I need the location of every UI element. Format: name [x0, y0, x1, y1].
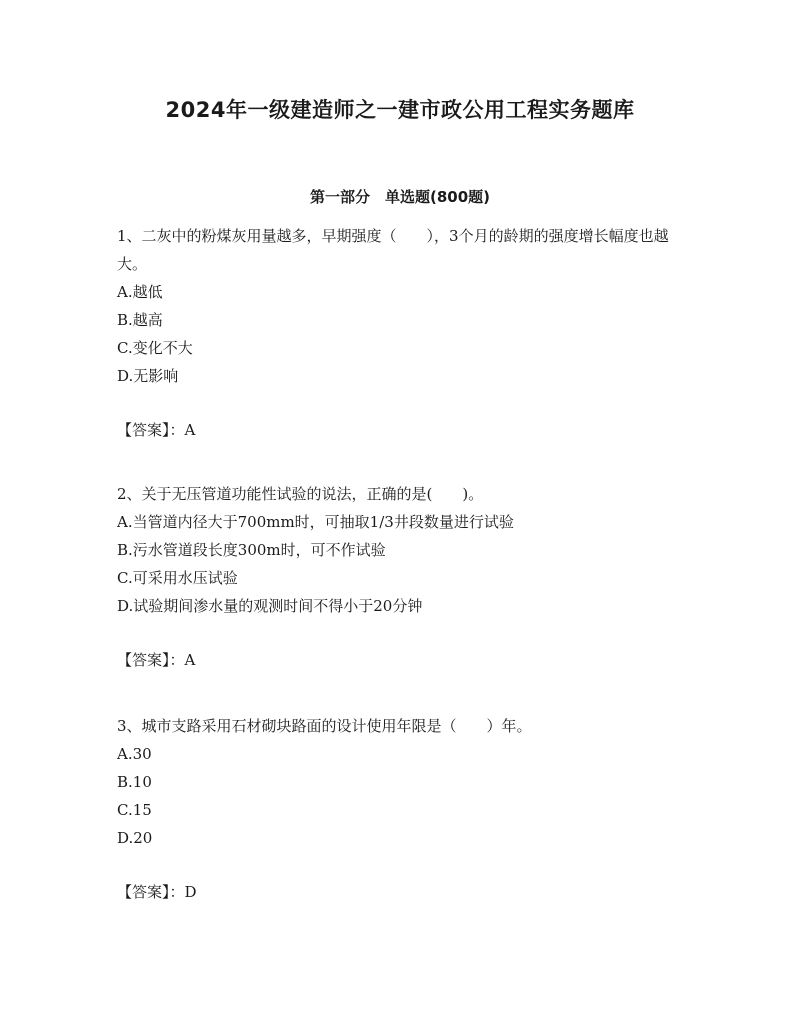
- option-b: B.越高: [117, 311, 163, 329]
- answer-value: A: [184, 421, 196, 439]
- option-a: A.当管道内径大于700mm时，可抽取1/3井段数量进行试验: [117, 513, 514, 531]
- question-2: [117, 480, 697, 674]
- option-b: B.污水管道段长度300m时，可不作试验: [117, 541, 386, 559]
- question-stem: 2、关于无压管道功能性试验的说法，正确的是( )。: [117, 485, 484, 503]
- answer-value: D: [184, 883, 197, 901]
- answer-label: 【答案】：: [117, 421, 185, 439]
- option-c: C.变化不大: [117, 339, 193, 357]
- option-d: D.试验期间渗水量的观测时间不得小于20分钟: [117, 597, 423, 615]
- question-3: [117, 712, 697, 906]
- answer-label: 【答案】：: [117, 651, 185, 669]
- answer-line: [117, 416, 697, 444]
- answer-line: [117, 646, 697, 674]
- answer-line: [117, 878, 697, 906]
- section-title: 第一部分 单选题(800题): [309, 188, 491, 206]
- option-c: C.可采用水压试验: [117, 569, 238, 587]
- page-title: 2024年一级建造师之一建市政公用工程实务题库: [165, 98, 635, 122]
- option-c: C.15: [117, 801, 152, 819]
- option-a: A.30: [117, 745, 152, 763]
- question-1: [117, 222, 697, 444]
- answer-value: A: [184, 651, 196, 669]
- answer-label: 【答案】：: [117, 883, 185, 901]
- option-a: A.越低: [117, 283, 163, 301]
- option-b: B.10: [117, 773, 152, 791]
- question-stem: 1、二灰中的粉煤灰用量越多，早期强度（ ），3个月的龄期的强度增长幅度也越大。: [117, 227, 669, 273]
- question-stem: 3、城市支路采用石材砌块路面的设计使用年限是（ ）年。: [117, 717, 532, 735]
- option-d: D.无影响: [117, 367, 179, 385]
- option-d: D.20: [117, 829, 153, 847]
